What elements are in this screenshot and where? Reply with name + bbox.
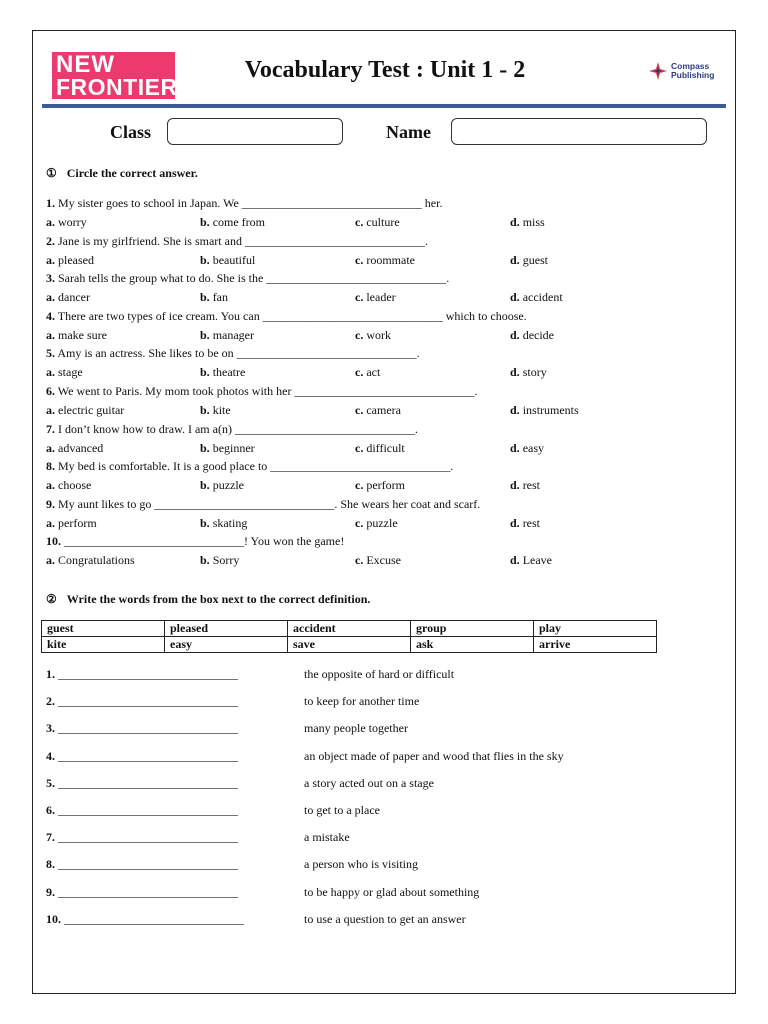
option-letter: d. [510,478,520,493]
option-letter: c. [355,440,364,455]
definition-number: 2. [46,694,55,709]
section1-number: ① [46,166,57,180]
answer-option[interactable] [46,253,94,268]
question-text: Sarah tells the group what to do. She is the ______________________________. [55,271,450,286]
definition-text: a mistake [304,830,350,845]
option-text: accident [522,290,563,305]
option-text: Congratulations [58,553,135,568]
option-text: advanced [58,440,104,455]
definition-text: the opposite of hard or difficult [304,667,455,681]
option-letter: d. [510,327,520,342]
option-letter: a. [46,553,55,568]
question-number: 4. [46,308,55,323]
word-box-row [42,637,657,653]
answer-blank[interactable]: ______________________________ [58,830,238,845]
option-letter: d. [510,515,520,530]
option-letter: d. [510,403,520,417]
definition-answer-3[interactable] [46,721,238,736]
answer-option[interactable] [200,290,228,305]
answer-option[interactable] [355,253,415,268]
question-number: 2. [46,233,55,248]
option-letter: b. [200,252,210,267]
definition-answer-9[interactable] [46,885,238,900]
word-box-cell: save [288,637,411,653]
question-text: Jane is my girlfriend. She is smart and ______________________________. [55,233,428,248]
option-text: Sorry [212,553,240,568]
option-letter: b. [200,515,210,530]
name-label: Name [386,122,431,142]
option-letter: b. [200,440,210,455]
option-letter: b. [200,478,210,493]
definition-text: a person who is visiting [304,857,418,872]
option-text: manager [212,327,254,342]
header-rule [42,104,726,108]
answer-option[interactable] [200,253,255,268]
option-letter: b. [200,403,210,417]
question-number: 1. [46,196,55,210]
option-text: rest [522,515,541,530]
option-text: electric guitar [58,403,125,417]
logo-line-1: NEW [56,51,115,78]
answer-option[interactable] [46,478,91,493]
option-text: camera [366,403,401,417]
answer-option[interactable] [355,553,401,568]
question-text: My sister goes to school in Japan. We ______________________________ her. [55,196,443,210]
word-box-cell: play [534,621,657,637]
option-text: beautiful [212,252,256,267]
option-text: puzzle [366,515,398,530]
definition-text: to use a question to get an answer [304,911,466,926]
question-8 [46,459,453,474]
question-number: 6. [46,384,55,398]
word-box [41,620,657,653]
option-text: easy [522,440,545,455]
word-box-cell: easy [165,637,288,653]
answer-option[interactable] [510,553,552,568]
publisher-line-1: Compass [671,61,710,71]
option-text: kite [212,403,231,417]
option-text: worry [58,215,87,229]
option-letter: a. [46,365,55,380]
answer-option[interactable] [200,215,265,230]
answer-option[interactable] [355,441,405,456]
definition-number: 1. [46,667,55,681]
word-box-cell: ask [411,637,534,653]
answer-option[interactable] [510,253,548,268]
definition-answer-1[interactable] [46,667,238,682]
answer-blank[interactable]: ______________________________ [58,721,238,736]
option-text: skating [212,515,248,530]
question-text: My aunt likes to go ______________________________. She wears her coat and scarf. [55,496,481,511]
page-title: Vocabulary Test : Unit 1 - 2 [244,57,526,83]
answer-option[interactable] [355,403,401,418]
answer-option[interactable] [510,441,544,456]
question-number: 8. [46,459,55,474]
definition-number: 8. [46,857,55,872]
answer-blank[interactable]: ______________________________ [58,748,238,763]
option-text: difficult [366,440,405,455]
answer-option[interactable] [510,328,554,343]
answer-option[interactable] [200,441,255,456]
answer-blank[interactable]: ______________________________ [64,911,244,926]
option-letter: c. [355,327,364,342]
word-box-cell: guest [42,621,165,637]
option-letter: d. [510,252,520,267]
answer-option[interactable] [200,478,244,493]
definition-number: 4. [46,748,55,763]
option-text: Leave [522,553,552,568]
option-letter: d. [510,215,520,229]
definition-text: to get to a place [304,803,380,817]
answer-option[interactable] [46,516,97,531]
option-letter: a. [46,215,55,229]
publisher-line-2: Publishing [671,70,715,80]
word-box-cell: accident [288,621,411,637]
answer-blank[interactable]: ______________________________ [58,775,238,790]
answer-option[interactable] [46,328,107,343]
definition-number: 10. [46,911,61,926]
option-letter: c. [355,215,364,229]
question-text: There are two types of ice cream. You can ______________________________ which to choose. [55,308,527,323]
answer-option[interactable] [46,215,87,230]
compass-publishing-logo [648,61,714,81]
question-number: 10. [46,534,61,549]
answer-blank[interactable]: ______________________________ [58,803,238,817]
answer-option[interactable] [200,365,245,380]
answer-option[interactable] [510,478,540,493]
question-3 [46,271,449,286]
definition-number: 9. [46,884,55,899]
answer-option[interactable] [355,328,391,343]
answer-option[interactable] [200,553,239,568]
definition-text: a story acted out on a stage [304,775,434,790]
answer-option[interactable] [510,403,579,418]
definition-text: to keep for another time [304,694,420,709]
class-field[interactable] [167,118,343,145]
option-letter: a. [46,252,55,267]
option-letter: a. [46,290,55,305]
question-text: I don’t know how to draw. I am a(n) ______________________________. [55,421,418,436]
answer-blank[interactable]: ______________________________ [58,884,238,899]
option-text: come from [212,215,265,229]
definition-answer-10[interactable] [46,912,244,927]
definition-answer-7[interactable] [46,830,238,845]
section1-instruction: Circle the correct answer. [66,166,198,180]
answer-blank[interactable]: ______________________________ [58,667,238,681]
question-number: 9. [46,496,55,511]
question-10 [46,534,344,549]
answer-option[interactable] [355,365,380,380]
word-box-row [42,621,657,637]
option-text: instruments [522,403,579,417]
option-letter: d. [510,440,520,455]
answer-option[interactable] [200,516,247,531]
question-text: Amy is an actress. She likes to be on ______________________________. [55,346,420,361]
compass-star-icon [648,61,668,81]
definition-answer-8[interactable] [46,857,238,872]
new-frontiers-logo [52,51,194,100]
answer-option[interactable] [46,403,124,418]
option-letter: c. [355,478,364,493]
logo-line-2: FRONTIERS [56,74,194,100]
question-text: ______________________________! You won the game! [61,534,345,549]
answer-option[interactable] [46,553,135,568]
option-letter: b. [200,290,210,305]
option-letter: a. [46,478,55,493]
question-6 [46,384,477,399]
option-text: make sure [58,327,107,342]
option-text: theatre [212,365,246,380]
word-box-cell: arrive [534,637,657,653]
answer-blank[interactable]: ______________________________ [58,694,238,709]
option-text: miss [522,215,545,229]
definition-text: to be happy or glad about something [304,884,480,899]
option-letter: a. [46,403,55,417]
name-field[interactable] [451,118,707,145]
option-text: decide [522,327,554,342]
answer-option[interactable] [510,290,563,305]
question-number: 5. [46,346,55,361]
option-text: stage [58,365,83,380]
section2-heading [46,592,370,607]
section2-number: ② [46,592,57,606]
question-7 [46,422,418,437]
option-text: leader [366,290,396,305]
option-text: beginner [212,440,255,455]
option-text: pleased [58,252,94,267]
option-letter: b. [200,365,210,380]
option-letter: d. [510,553,520,568]
answer-option[interactable] [510,215,545,230]
option-letter: c. [355,515,364,530]
class-label: Class [110,122,152,142]
question-text: My bed is comfortable. It is a good place to ______________________________. [55,459,454,474]
answer-option[interactable] [355,215,400,230]
definition-number: 6. [46,803,55,817]
definition-answer-5[interactable] [46,776,238,791]
answer-option[interactable] [355,478,405,493]
option-text: culture [366,215,400,229]
option-letter: d. [510,290,520,305]
word-box-cell: kite [42,637,165,653]
answer-option[interactable] [46,365,83,380]
answer-option[interactable] [46,290,90,305]
answer-option[interactable] [510,516,540,531]
definition-answer-4[interactable] [46,749,238,764]
question-2 [46,234,428,249]
option-letter: c. [355,403,364,417]
option-text: work [366,327,391,342]
answer-option[interactable] [510,365,547,380]
option-text: perform [366,478,405,493]
option-letter: c. [355,553,364,568]
definition-number: 5. [46,775,55,790]
answer-option[interactable] [355,516,398,531]
section2-instruction: Write the words from the box next to the correct definition. [66,592,371,606]
question-5 [46,346,420,361]
option-text: dancer [58,290,90,305]
word-box-cell: group [411,621,534,637]
option-letter: b. [200,327,210,342]
question-number: 3. [46,271,55,286]
option-letter: b. [200,553,210,568]
option-letter: c. [355,290,364,305]
answer-option[interactable] [200,403,231,418]
question-4 [46,309,527,324]
option-letter: a. [46,327,55,342]
answer-option[interactable] [200,328,254,343]
answer-option[interactable] [46,441,103,456]
option-text: rest [522,478,541,493]
question-1 [46,196,442,211]
section1-heading [46,166,198,181]
definition-number: 3. [46,721,55,736]
option-letter: c. [355,252,364,267]
definition-text: many people together [304,721,408,736]
definition-answer-2[interactable] [46,694,238,709]
option-text: act [366,365,381,380]
option-text: perform [58,515,97,530]
option-text: Excuse [366,553,401,568]
question-number: 7. [46,421,55,436]
answer-blank[interactable]: ______________________________ [58,857,238,872]
option-letter: b. [200,215,210,229]
option-text: guest [522,252,549,267]
option-letter: d. [510,365,520,380]
answer-option[interactable] [355,290,396,305]
option-letter: a. [46,515,55,530]
option-text: choose [58,478,92,493]
question-text: We went to Paris. My mom took photos with her ______________________________. [55,384,478,398]
definition-answer-6[interactable] [46,803,238,818]
option-text: roommate [366,252,415,267]
option-text: story [522,365,547,380]
option-text: puzzle [212,478,244,493]
definition-number: 7. [46,830,55,845]
definition-text: an object made of paper and wood that flies in the sky [304,748,564,763]
option-text: fan [212,290,229,305]
option-letter: a. [46,440,55,455]
option-letter: c. [355,365,364,380]
question-9 [46,497,480,512]
word-box-cell: pleased [165,621,288,637]
